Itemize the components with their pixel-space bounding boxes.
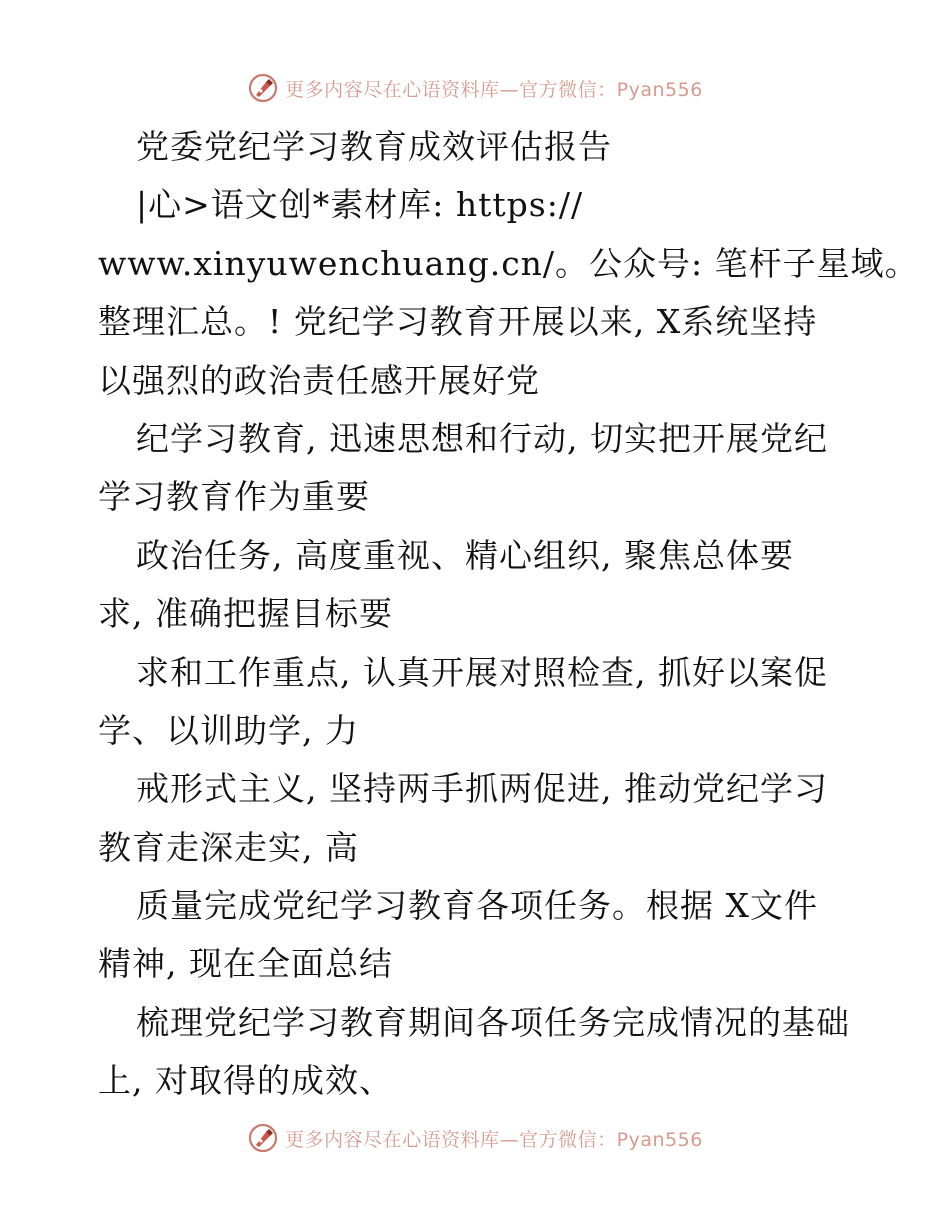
footer-watermark (0, 1122, 950, 1154)
document-body (98, 118, 919, 1111)
body-line: 学习教育作为重要 (98, 477, 370, 517)
pen-nib-logo-icon (247, 72, 279, 104)
watermark-text: 更多内容尽在心语资料库—官方微信：Pyan556 (285, 1128, 703, 1151)
body-line: 以强烈的政治责任感开展好党 (98, 360, 540, 400)
pen-nib-logo-icon (247, 1122, 279, 1154)
watermark-text: 更多内容尽在心语资料库—官方微信：Pyan556 (285, 78, 703, 101)
body-line: |心>语文创*素材库: https:// (136, 185, 584, 225)
body-line: 上, 对取得的成效、 (98, 1061, 393, 1101)
body-line: 政治任务, 高度重视、精心组织, 聚焦总体要 (136, 535, 794, 575)
header-watermark (0, 72, 950, 104)
body-line: 质量完成党纪学习教育各项任务。根据 X文件 (136, 886, 818, 926)
body-line: 戒形式主义, 坚持两手抓两促进, 推动党纪学习 (136, 769, 828, 809)
body-line: 纪学习教育, 迅速思想和行动, 切实把开展党纪 (136, 418, 828, 458)
document-title: 党委党纪学习教育成效评估报告 (136, 127, 612, 166)
body-line: 学、以训助学, 力 (98, 710, 359, 750)
body-line: 求和工作重点, 认真开展对照检查, 抓好以案促 (136, 652, 828, 692)
body-line: 精神, 现在全面总结 (98, 944, 393, 984)
body-line: www.xinyuwenchuang.cn/。公众号: 笔杆子星域。 (98, 243, 919, 283)
body-line: 求, 准确把握目标要 (98, 594, 393, 634)
body-line: 教育走深走实, 高 (98, 827, 359, 867)
body-line: 整理汇总。! 党纪学习教育开展以来, X系统坚持 (98, 302, 818, 342)
body-line: 梳理党纪学习教育期间各项任务完成情况的基础 (136, 1002, 850, 1042)
